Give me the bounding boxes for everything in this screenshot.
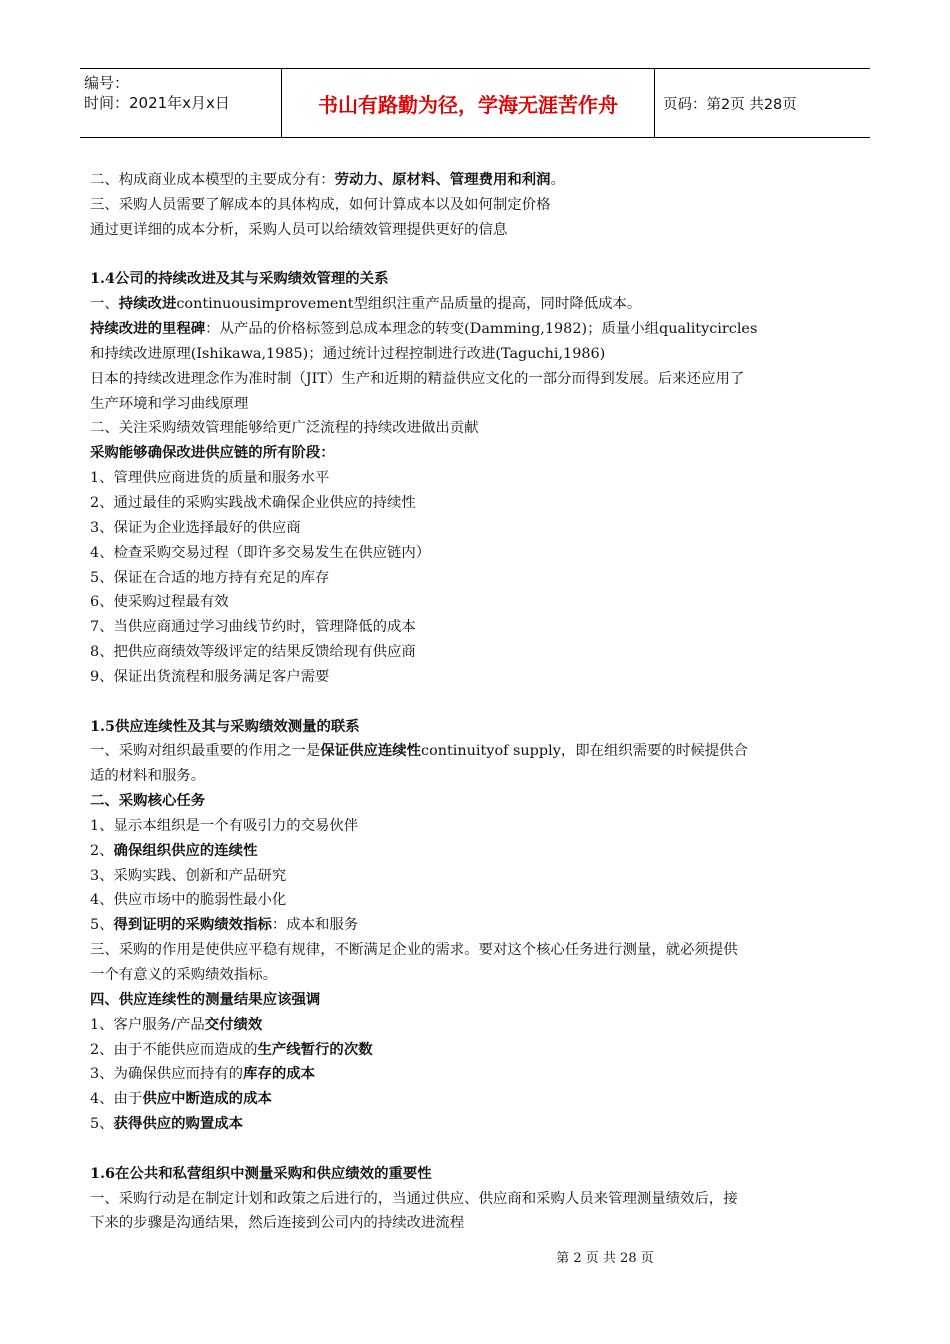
bold-text: 持续改进的里程碑 <box>90 320 206 338</box>
page-header <box>80 68 870 138</box>
text-run: 日本的持续改进理念作为准时制（JIT）生产和近期的精益供应文化的一部分而得到发展。后来还应用了 <box>90 370 745 387</box>
text-run: continuousimprovement型组织注重产品质量的提高，同时降低成本。 <box>176 296 642 313</box>
text-run: 2、由于不能供应而造成的 <box>90 1041 258 1058</box>
text-line <box>90 516 862 541</box>
text-run: 适的材料和服务。 <box>90 768 206 785</box>
text-line <box>90 342 862 367</box>
text-run: 6、使采购过程最有效 <box>90 594 229 611</box>
text-line <box>90 1087 862 1112</box>
bold-text: 得到证明的采购绩效指标 <box>113 916 272 934</box>
text-line <box>90 1187 862 1212</box>
text-line <box>90 193 862 218</box>
text-line <box>90 1038 862 1063</box>
text-run: 5、保证在合适的地方持有充足的库存 <box>90 569 330 586</box>
text-line <box>90 267 862 292</box>
text-run: ：从产品的价格标签到总成本理念的转变(Damming,1982)；质量小组qualitycircles <box>205 321 758 338</box>
text-run: 一、采购对组织最重要的作用之一是 <box>90 743 321 760</box>
text-run: 二、关注采购绩效管理能够给更广泛流程的持续改进做出贡献 <box>90 420 479 437</box>
bold-text: 生产线暂行的次数 <box>257 1040 373 1058</box>
text-run: 4、供应市场中的脆弱性最小化 <box>90 892 287 909</box>
bold-text: 1.5供应连续性及其与采购绩效测量的联系 <box>90 717 360 735</box>
bold-text: 持续改进 <box>118 295 177 313</box>
text-run: 1、管理供应商进货的质量和服务水平 <box>90 470 330 487</box>
text-line <box>90 466 862 491</box>
text-line <box>90 938 862 963</box>
bold-text: 保证供应连续性 <box>320 742 422 760</box>
text-run: 一个有意义的采购绩效指标。 <box>90 967 278 983</box>
bold-text: 四、供应连续性的测量结果应该强调 <box>90 990 321 1008</box>
text-line <box>90 615 862 640</box>
text-line <box>90 888 862 913</box>
text-line <box>90 541 862 566</box>
text-run: 和持续改进原理(Ishikawa,1985)；通过统计过程控制进行改进(Taguchi,1986) <box>90 345 606 362</box>
text-run: 1、显示本组织是一个有吸引力的交易伙伴 <box>90 817 359 834</box>
number-label: 编号： <box>84 74 130 92</box>
text-line <box>90 392 862 417</box>
text-line <box>90 441 862 466</box>
bold-text: 劳动力、原材料、管理费用和利润 <box>334 171 551 188</box>
bold-text: 二、采购核心任务 <box>90 792 206 810</box>
text-run: 二、构成商业成本模型的主要成分有： <box>90 172 335 188</box>
text-run: 7、当供应商通过学习曲线节约时，管理降低的成本 <box>90 619 416 636</box>
text-line <box>90 839 862 864</box>
text-run: 5、 <box>90 1116 114 1133</box>
text-line <box>90 1062 862 1087</box>
text-line <box>90 168 862 193</box>
text-run: 下来的步骤是沟通结果，然后连接到公司内的持续改进流程 <box>90 1215 465 1232</box>
text-line <box>90 491 862 516</box>
text-line <box>90 739 862 764</box>
text-line <box>90 590 862 615</box>
text-line <box>90 864 862 889</box>
bold-text: 确保组织供应的连续性 <box>113 841 258 859</box>
text-run: 5、 <box>90 917 114 934</box>
bold-text: 1.4公司的持续改进及其与采购绩效管理的关系 <box>90 270 389 288</box>
text-run: 3、为确保供应而持有的 <box>90 1066 244 1083</box>
text-run: 3、采购实践、创新和产品研究 <box>90 867 287 884</box>
time-label: 时间：2021年x月x日 <box>84 94 230 112</box>
text-line <box>90 715 862 740</box>
text-run: 1、客户服务/产品 <box>90 1016 205 1033</box>
bold-text: 供应中断造成的成本 <box>142 1090 272 1108</box>
page-footer: 第 2 页 共 28 页 <box>556 1251 654 1266</box>
text-run: 2、 <box>90 842 114 859</box>
text-run: ：成本和服务 <box>271 917 359 934</box>
text-line <box>90 218 862 243</box>
bold-text: 1.6在公共和私营组织中测量采购和供应绩效的重要性 <box>90 1164 432 1182</box>
bold-text: 交付绩效 <box>204 1015 263 1033</box>
text-run: 三、采购人员需要了解成本的具体构成，如何计算成本以及如何制定价格 <box>90 196 551 213</box>
text-run: 一、 <box>90 296 119 313</box>
text-line <box>90 789 862 814</box>
text-line <box>90 292 862 317</box>
text-line <box>90 1211 862 1236</box>
text-run: 3、保证为企业选择最好的供应商 <box>90 519 301 536</box>
text-line <box>90 317 862 342</box>
header-meta <box>80 69 282 137</box>
text-line <box>90 1162 862 1187</box>
text-run: 。 <box>550 172 565 188</box>
text-line <box>90 764 862 789</box>
text-run: 一、采购行动是在制定计划和政策之后进行的，当通过供应、供应商和采购人员来管理测量绩效后，接 <box>90 1190 738 1207</box>
text-line <box>90 566 862 591</box>
text-line <box>90 665 862 690</box>
header-slogan: 书山有路勤为径，学海无涯苦作舟 <box>282 69 655 137</box>
text-line <box>90 1112 862 1137</box>
bold-text: 库存的成本 <box>243 1065 316 1083</box>
text-run: 4、由于 <box>90 1091 143 1108</box>
blank-line <box>90 690 862 715</box>
text-run: 三、采购的作用是使供应平稳有规律，不断满足企业的需求。要对这个核心任务进行测量，就必须提供 <box>90 942 738 959</box>
text-run: 生产环境和学习曲线原理 <box>90 395 249 412</box>
text-line <box>90 367 862 392</box>
text-run: 2、通过最佳的采购实践战术确保企业供应的持续性 <box>90 494 416 511</box>
text-line <box>90 640 862 665</box>
bold-text: 获得供应的购置成本 <box>113 1115 244 1133</box>
text-line <box>90 988 862 1013</box>
text-run: continuityof supply，即在组织需要的时候提供合 <box>421 743 748 760</box>
bold-text: 采购能够确保改进供应链的所有阶段： <box>90 444 335 462</box>
text-line <box>90 814 862 839</box>
text-line <box>90 963 862 988</box>
text-line <box>90 416 862 441</box>
text-run: 4、检查采购交易过程（即许多交易发生在供应链内） <box>90 544 431 561</box>
blank-line <box>90 243 862 268</box>
text-run: 通过更详细的成本分析，采购人员可以给绩效管理提供更好的信息 <box>90 221 508 238</box>
blank-line <box>90 1137 862 1162</box>
text-line <box>90 1013 862 1038</box>
header-page-info: 页码：第2页 共28页 <box>663 96 797 113</box>
text-run: 9、保证出货流程和服务满足客户需要 <box>90 668 330 685</box>
text-run: 8、把供应商绩效等级评定的结果反馈给现有供应商 <box>90 644 416 661</box>
text-line <box>90 913 862 938</box>
document-body <box>90 168 862 1236</box>
